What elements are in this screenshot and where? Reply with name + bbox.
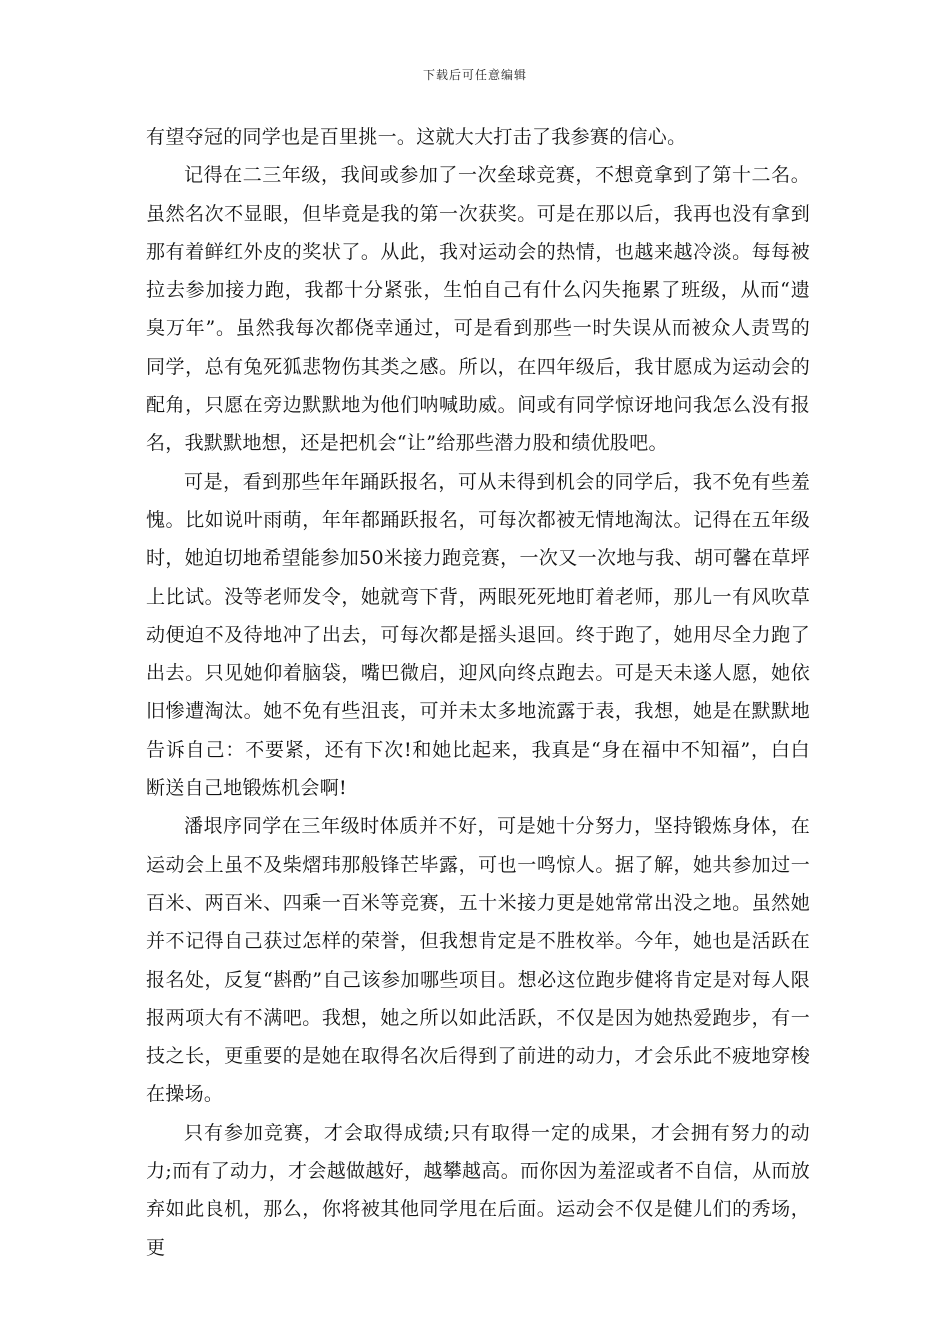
paragraph-5: 只有参加竞赛，才会取得成绩;只有取得一定的成果，才会拥有努力的动力;而有了动力，才会越做越好，越攀越高。而你因为羞涩或者不自信，从而放弃如此良机，那么，你将被其他同学甩在后面。运动会不仅是健儿们的秀场，更 bbox=[146, 1121, 810, 1259]
paragraph-1: 有望夺冠的同学也是百里挑一。这就大大打击了我参赛的信心。 bbox=[146, 126, 687, 148]
paragraph-4: 潘垠序同学在三年级时体质并不好，可是她十分努力，坚持锻炼身体，在运动会上虽不及柴熠玮那般锋芒毕露，可也一鸣惊人。据了解，她共参加过一百米、两百米、四乘一百米等竞赛，五十米接力更是她常常出没之地。虽然她并不记得自己获过怎样的荣誉，但我想肯定是不胜枚举。今年，她也是活跃在报名处，反复“斟酌”自己该参加哪些项目。想必这位跑步健将肯定是对每人限报两项大有不满吧。我想，她之所以如此活跃，不仅是因为她热爱跑步，有一技之长，更重要的是她在取得名次后得到了前进的动力，才会乐此不疲地穿梭在操场。 bbox=[146, 815, 810, 1106]
paragraph-2: 记得在二三年级，我间或参加了一次垒球竞赛，不想竟拿到了第十二名。虽然名次不显眼，但毕竟是我的第一次获奖。可是在那以后，我再也没有拿到那有着鲜红外皮的奖状了。从此，我对运动会的热情，也越来越冷淡。每每被拉去参加接力跑，我都十分紧张，生怕自己有什么闪失拖累了班级，从而“遗臭万年”。虽然我每次都侥幸通过，可是看到那些一时失误从而被众人责骂的同学，总有兔死狐悲物伤其类之感。所以，在四年级后，我甘愿成为运动会的配角，只愿在旁边默默地为他们呐喊助威。间或有同学惊讶地问我怎么没有报名，我默默地想，还是把机会“让”给那些潜力股和绩优股吧。 bbox=[146, 164, 810, 455]
paragraph-3: 可是，看到那些年年踊跃报名，可从未得到机会的同学后，我不免有些羞愧。比如说叶雨萌，年年都踊跃报名，可每次都被无情地淘汰。记得在五年级时，她迫切地希望能参加50米接力跑竞赛，一次又一次地与我、胡可馨在草坪上比试。没等老师发令，她就弯下背，两眼死死地盯着老师，那儿一有风吹草动便迫不及待地冲了出去，可每次都是摇头退回。终于跑了，她用尽全力跑了出去。只见她仰着脑袋，嘴巴微启，迎风向终点跑去。可是天未遂人愿，她依旧惨遭淘汰。她不免有些沮丧，可并未太多地流露于表，我想，她是在默默地告诉自己：不要紧，还有下次!和她比起来，我真是“身在福中不知福”，白白断送自己地锻炼机会啊! bbox=[146, 470, 810, 800]
document-body bbox=[146, 118, 810, 1267]
page-header: 下载后可任意编辑 bbox=[422, 68, 527, 82]
